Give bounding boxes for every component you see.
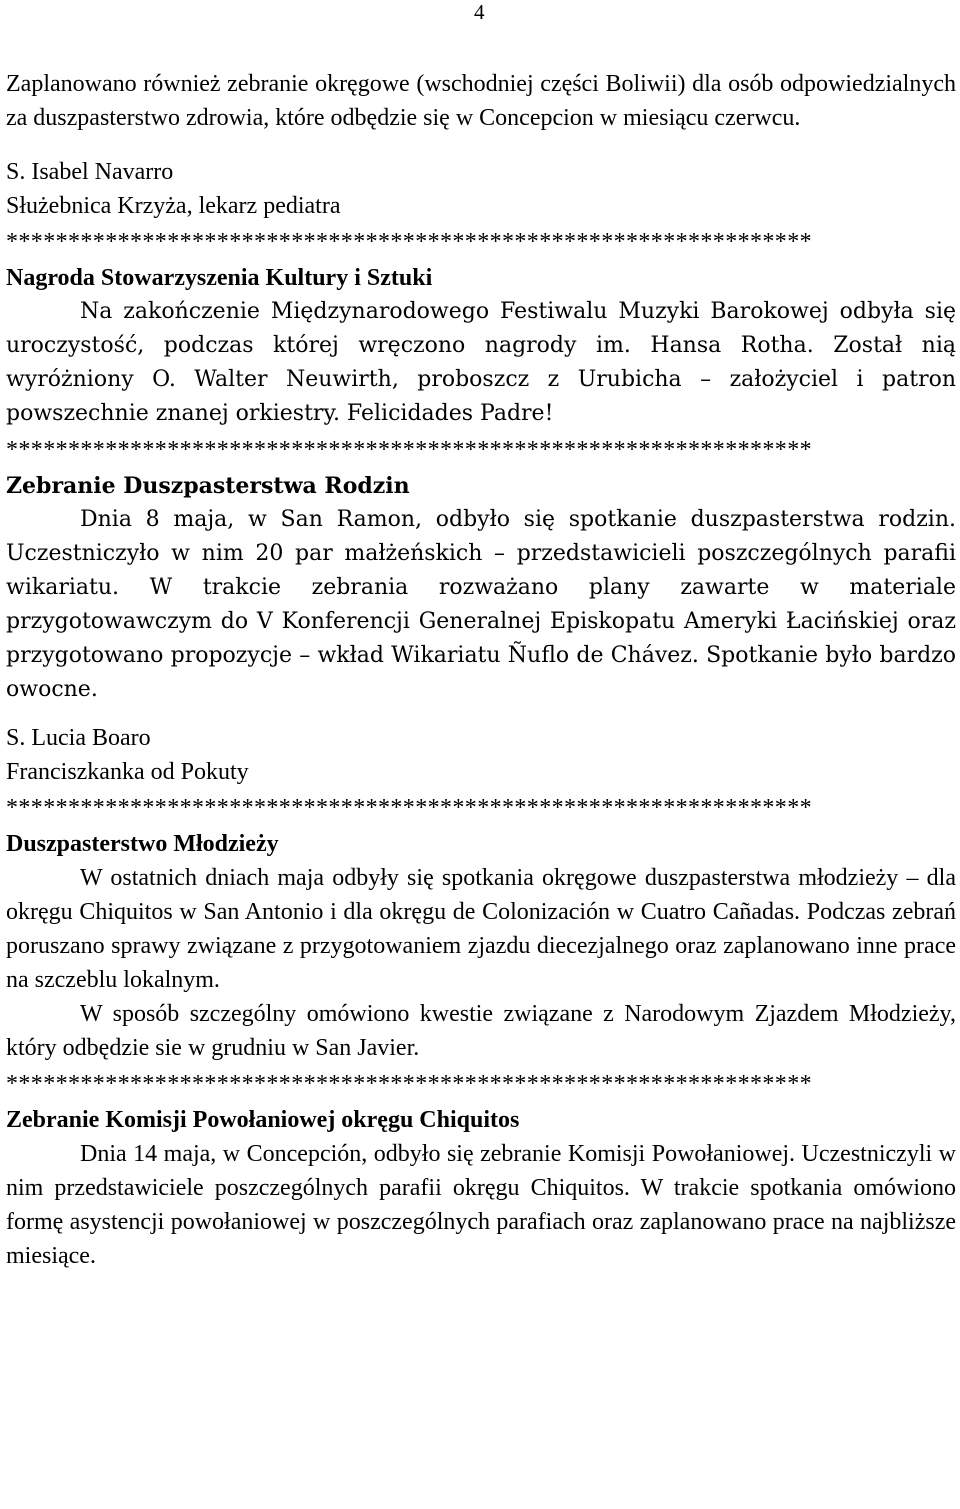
section-heading: Nagroda Stowarzyszenia Kultury i Sztuki xyxy=(6,265,433,291)
separator-line: ***************************************************************** xyxy=(6,1071,812,1097)
spacer xyxy=(6,707,956,721)
section-paragraph: W ostatnich dniach maja odbyły się spotkania okręgowe duszpasterstwa młodzieży – dla okręgu Chiquitos w San Antonio i dla okręgu de Colonización w Cuatro Cañadas. Podczas zebrań poruszano sprawy związane z przygotowaniem zjazdu diecezjalnego oraz zaplanowano inne prace na szczeblu lokalnym. xyxy=(6,865,956,993)
section-paragraph: Dnia 14 maja, w Concepción, odbyło się zebranie Komisji Powołaniowej. Uczestniczyli w nim przedstawiciele poszczególnych parafii okręgu Chiquitos. W trakcie spotkania omówiono formę asystencji powołaniowej w poszczególnych parafiach oraz zaplanowano prace na najbliższe miesiące. xyxy=(6,1141,956,1269)
signature-role: Służebnica Krzyża, lekarz pediatra xyxy=(6,193,341,219)
intro-paragraph: Zaplanowano również zebranie okręgowe (wschodniej części Boliwii) dla osób odpowiedzialnych za duszpasterstwo zdrowia, które odbędzie się w Concepcion w miesiącu czerwcu. xyxy=(6,71,956,131)
separator-line: ***************************************************************** xyxy=(6,437,812,463)
section-paragraph: W sposób szczególny omówiono kwestie związane z Narodowym Zjazdem Młodzieży, który odbędzie sie w grudniu w San Javier. xyxy=(6,1001,956,1061)
page-number: 4 xyxy=(474,0,485,24)
signature-name: S. Isabel Navarro xyxy=(6,159,174,185)
signature-name: S. Lucia Boaro xyxy=(6,725,151,751)
separator-line: ***************************************************************** xyxy=(6,795,812,821)
section-heading: Zebranie Duszpasterstwa Rodzin xyxy=(6,473,410,499)
signature-role: Franciszkanka od Pokuty xyxy=(6,759,249,785)
separator-line: ***************************************************************** xyxy=(6,229,812,255)
document-body xyxy=(6,67,956,1273)
section-paragraph: Na zakończenie Międzynarodowego Festiwalu Muzyki Barokowej odbyła się uroczystość, podczas której wręczono nagrody im. Hansa Rotha. Został nią wyróżniony O. Walter Neuwirth, proboszcz z Urubicha – założyciel i patron powszechnie znanej orkiestry. Felicidades Padre! xyxy=(6,299,956,426)
section-heading: Zebranie Komisji Powołaniowej okręgu Chiquitos xyxy=(6,1107,520,1133)
section-heading: Duszpasterstwo Młodzieży xyxy=(6,831,279,857)
section-paragraph: Dnia 8 maja, w San Ramon, odbyło się spotkanie duszpasterstwa rodzin. Uczestniczyło w nim 20 par małżeńskich – przedstawicieli poszczególnych parafii wikariatu. W trakcie zebrania rozważano plany zawarte w materiale przygotowawczym do V Konferencji Generalnej Episkopatu Ameryki Łacińskiej oraz przygotowano propozycje – wkład Wikariatu Ñuflo de Chávez. Spotkanie było bardzo owocne. xyxy=(6,507,956,702)
spacer xyxy=(6,135,956,155)
